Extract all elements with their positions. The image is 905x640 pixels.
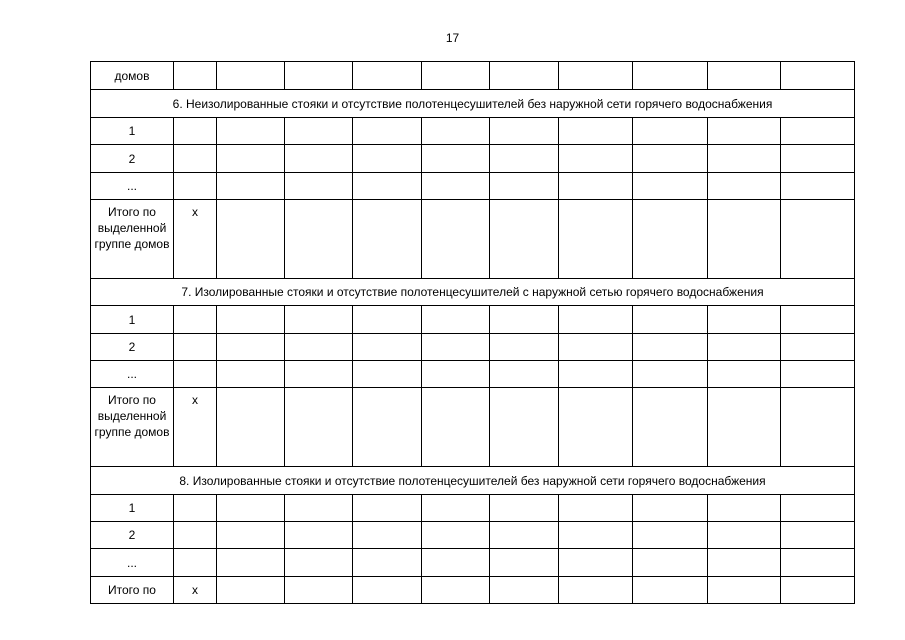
empty-cell xyxy=(217,334,285,361)
empty-cell xyxy=(285,495,353,522)
empty-cell xyxy=(708,145,781,173)
empty-cell xyxy=(422,522,490,549)
row-label: Итого по выделенной группе домов xyxy=(91,388,174,467)
empty-cell xyxy=(781,118,855,145)
empty-cell xyxy=(490,334,559,361)
empty-cell xyxy=(708,388,781,467)
empty-cell xyxy=(353,388,422,467)
empty-cell xyxy=(285,361,353,388)
empty-cell xyxy=(708,577,781,604)
empty-cell xyxy=(559,577,633,604)
row-label: 2 xyxy=(91,522,174,549)
empty-cell xyxy=(217,200,285,279)
x-mark xyxy=(174,306,217,334)
empty-cell xyxy=(353,334,422,361)
empty-cell xyxy=(490,145,559,173)
empty-cell xyxy=(633,62,708,90)
page-number: 17 xyxy=(445,31,460,45)
empty-cell xyxy=(633,577,708,604)
empty-cell xyxy=(781,495,855,522)
empty-cell xyxy=(285,549,353,577)
empty-cell xyxy=(217,522,285,549)
empty-cell xyxy=(708,200,781,279)
empty-cell xyxy=(708,495,781,522)
table-row xyxy=(91,200,855,279)
empty-cell xyxy=(285,306,353,334)
x-mark xyxy=(174,173,217,200)
empty-cell xyxy=(559,334,633,361)
empty-cell xyxy=(490,361,559,388)
table-row xyxy=(91,62,855,90)
section-title: 6. Неизолированные стояки и отсутствие полотенцесушителей без наружной сети горячего водоснабжения xyxy=(91,90,855,118)
x-mark xyxy=(174,361,217,388)
row-label: 2 xyxy=(91,145,174,173)
empty-cell xyxy=(708,173,781,200)
empty-cell xyxy=(217,62,285,90)
empty-cell xyxy=(559,388,633,467)
row-label: 1 xyxy=(91,306,174,334)
empty-cell xyxy=(422,200,490,279)
empty-cell xyxy=(285,334,353,361)
empty-cell xyxy=(422,334,490,361)
empty-cell xyxy=(633,334,708,361)
x-mark xyxy=(174,549,217,577)
empty-cell xyxy=(490,495,559,522)
empty-cell xyxy=(285,388,353,467)
row-label: ... xyxy=(91,361,174,388)
empty-cell xyxy=(490,200,559,279)
empty-cell xyxy=(217,173,285,200)
empty-cell xyxy=(422,118,490,145)
empty-cell xyxy=(422,388,490,467)
empty-cell xyxy=(781,173,855,200)
empty-cell xyxy=(781,577,855,604)
row-label: 1 xyxy=(91,495,174,522)
empty-cell xyxy=(781,145,855,173)
empty-cell xyxy=(353,361,422,388)
empty-cell xyxy=(422,577,490,604)
x-mark: х xyxy=(174,388,217,467)
empty-cell xyxy=(217,361,285,388)
empty-cell xyxy=(217,549,285,577)
x-mark: х xyxy=(174,200,217,279)
empty-cell xyxy=(217,118,285,145)
section-title: 7. Изолированные стояки и отсутствие полотенцесушителей с наружной сетью горячего водоснабжения xyxy=(91,279,855,306)
x-mark: х xyxy=(174,577,217,604)
empty-cell xyxy=(633,361,708,388)
table-row xyxy=(91,173,855,200)
empty-cell xyxy=(633,549,708,577)
empty-cell xyxy=(285,577,353,604)
empty-cell xyxy=(422,145,490,173)
empty-cell xyxy=(781,200,855,279)
empty-cell xyxy=(781,334,855,361)
x-mark xyxy=(174,62,217,90)
table-row xyxy=(91,495,855,522)
empty-cell xyxy=(781,62,855,90)
table-row xyxy=(91,522,855,549)
empty-cell xyxy=(559,549,633,577)
table-row xyxy=(91,118,855,145)
table-row xyxy=(91,334,855,361)
empty-cell xyxy=(422,549,490,577)
empty-cell xyxy=(708,549,781,577)
empty-cell xyxy=(781,361,855,388)
section-row xyxy=(91,467,855,495)
x-mark xyxy=(174,495,217,522)
empty-cell xyxy=(633,306,708,334)
x-mark xyxy=(174,522,217,549)
row-label: 1 xyxy=(91,118,174,145)
table-row xyxy=(91,361,855,388)
empty-cell xyxy=(490,306,559,334)
empty-cell xyxy=(708,62,781,90)
empty-cell xyxy=(708,118,781,145)
row-label: ... xyxy=(91,549,174,577)
row-label: Итого по xyxy=(91,577,174,604)
empty-cell xyxy=(353,495,422,522)
empty-cell xyxy=(559,361,633,388)
x-mark xyxy=(174,334,217,361)
empty-cell xyxy=(559,173,633,200)
empty-cell xyxy=(217,145,285,173)
empty-cell xyxy=(708,306,781,334)
empty-cell xyxy=(353,118,422,145)
empty-cell xyxy=(285,145,353,173)
row-label: домов xyxy=(91,62,174,90)
empty-cell xyxy=(217,306,285,334)
empty-cell xyxy=(633,522,708,549)
empty-cell xyxy=(285,118,353,145)
empty-cell xyxy=(559,62,633,90)
empty-cell xyxy=(285,522,353,549)
data-table xyxy=(90,61,855,604)
empty-cell xyxy=(353,549,422,577)
empty-cell xyxy=(708,522,781,549)
empty-cell xyxy=(353,145,422,173)
empty-cell xyxy=(633,388,708,467)
empty-cell xyxy=(353,306,422,334)
empty-cell xyxy=(353,577,422,604)
empty-cell xyxy=(559,306,633,334)
section-row xyxy=(91,90,855,118)
empty-cell xyxy=(559,495,633,522)
empty-cell xyxy=(490,522,559,549)
table-row xyxy=(91,388,855,467)
empty-cell xyxy=(217,495,285,522)
empty-cell xyxy=(285,62,353,90)
empty-cell xyxy=(490,173,559,200)
empty-cell xyxy=(422,306,490,334)
row-label: 2 xyxy=(91,334,174,361)
empty-cell xyxy=(633,118,708,145)
table-row xyxy=(91,549,855,577)
empty-cell xyxy=(781,388,855,467)
empty-cell xyxy=(559,118,633,145)
empty-cell xyxy=(490,62,559,90)
empty-cell xyxy=(353,62,422,90)
empty-cell xyxy=(422,173,490,200)
empty-cell xyxy=(285,200,353,279)
empty-cell xyxy=(633,495,708,522)
empty-cell xyxy=(781,549,855,577)
x-mark xyxy=(174,118,217,145)
empty-cell xyxy=(217,577,285,604)
empty-cell xyxy=(708,334,781,361)
empty-cell xyxy=(490,577,559,604)
x-mark xyxy=(174,145,217,173)
section-row xyxy=(91,279,855,306)
empty-cell xyxy=(490,388,559,467)
empty-cell xyxy=(490,118,559,145)
empty-cell xyxy=(559,522,633,549)
row-label: ... xyxy=(91,173,174,200)
empty-cell xyxy=(633,145,708,173)
table-row xyxy=(91,577,855,604)
empty-cell xyxy=(559,200,633,279)
empty-cell xyxy=(559,145,633,173)
empty-cell xyxy=(217,388,285,467)
table-row xyxy=(91,145,855,173)
empty-cell xyxy=(353,173,422,200)
empty-cell xyxy=(781,522,855,549)
empty-cell xyxy=(781,306,855,334)
empty-cell xyxy=(490,549,559,577)
row-label: Итого по выделенной группе домов xyxy=(91,200,174,279)
empty-cell xyxy=(633,173,708,200)
empty-cell xyxy=(353,200,422,279)
table-row xyxy=(91,306,855,334)
empty-cell xyxy=(285,173,353,200)
empty-cell xyxy=(422,361,490,388)
empty-cell xyxy=(422,495,490,522)
empty-cell xyxy=(353,522,422,549)
section-title: 8. Изолированные стояки и отсутствие полотенцесушителей без наружной сети горячего водоснабжения xyxy=(91,467,855,495)
empty-cell xyxy=(422,62,490,90)
empty-cell xyxy=(633,200,708,279)
empty-cell xyxy=(708,361,781,388)
